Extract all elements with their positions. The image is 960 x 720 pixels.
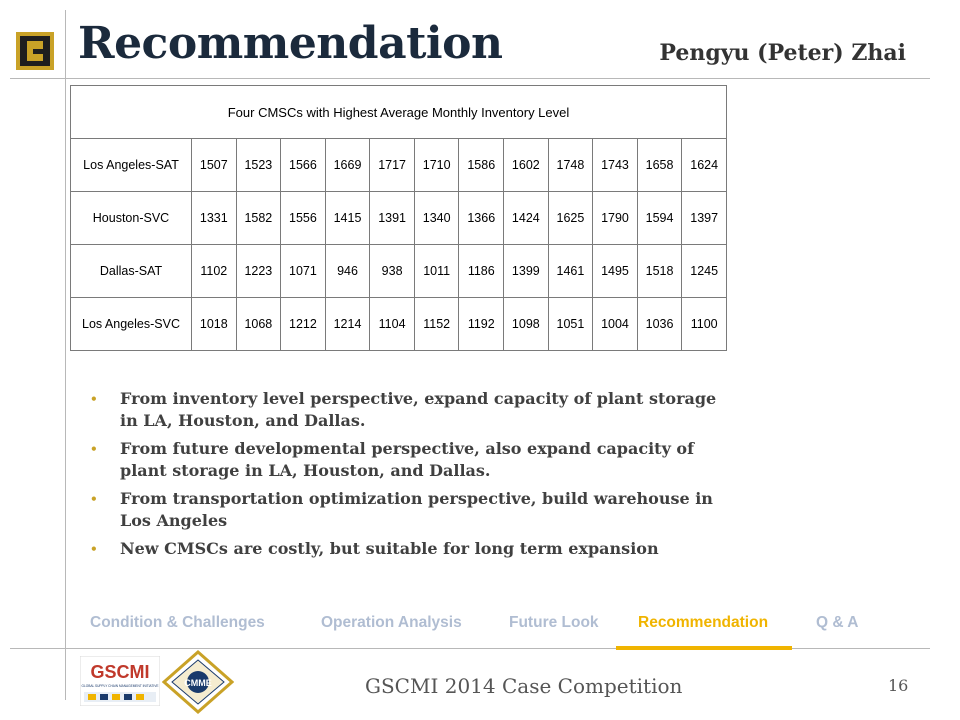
table-cell: 946 bbox=[325, 245, 370, 298]
nav-item-qa[interactable]: Q & A bbox=[816, 614, 859, 631]
table-cell: 1624 bbox=[682, 139, 727, 192]
table-cell: 1397 bbox=[682, 192, 727, 245]
table-row bbox=[71, 192, 727, 245]
table-cell: 1586 bbox=[459, 139, 504, 192]
header-rule bbox=[10, 78, 930, 79]
nav-item-future-look[interactable]: Future Look bbox=[509, 614, 599, 631]
bullet-item bbox=[90, 438, 730, 482]
table-cell: 1391 bbox=[370, 192, 415, 245]
table-cell: 1602 bbox=[504, 139, 549, 192]
table-cell: 1071 bbox=[281, 245, 326, 298]
nav-item-recommendation[interactable]: Recommendation bbox=[638, 614, 769, 631]
table-row bbox=[71, 245, 727, 298]
bullet-dot-icon: • bbox=[90, 442, 98, 456]
bullet-item bbox=[90, 388, 730, 432]
table-cell: 1004 bbox=[593, 298, 638, 351]
table-cell: 1186 bbox=[459, 245, 504, 298]
bullet-text: From future developmental perspective, also expand capacity of plant storage in LA, Houston, and Dallas. bbox=[120, 439, 694, 480]
row-label: Los Angeles-SAT bbox=[71, 139, 192, 192]
table-cell: 1331 bbox=[192, 192, 237, 245]
table-cell: 938 bbox=[370, 245, 415, 298]
table-cell: 1212 bbox=[281, 298, 326, 351]
table-cell: 1566 bbox=[281, 139, 326, 192]
nav-item-conditions[interactable]: Condition & Challenges bbox=[90, 614, 265, 631]
table-cell: 1669 bbox=[325, 139, 370, 192]
table-cell: 1495 bbox=[593, 245, 638, 298]
page-number: 16 bbox=[888, 676, 909, 695]
table-cell: 1366 bbox=[459, 192, 504, 245]
footer-text: GSCMI 2014 Case Competition bbox=[365, 674, 683, 698]
table-row bbox=[71, 139, 727, 192]
bullet-text: New CMSCs are costly, but suitable for long term expansion bbox=[120, 539, 659, 558]
row-label: Dallas-SAT bbox=[71, 245, 192, 298]
table-row bbox=[71, 298, 727, 351]
table-cell: 1461 bbox=[548, 245, 593, 298]
table-cell: 1051 bbox=[548, 298, 593, 351]
bullet-dot-icon: • bbox=[90, 542, 98, 556]
bullet-item bbox=[90, 538, 730, 560]
cmme-logo bbox=[162, 650, 234, 714]
table-cell: 1710 bbox=[414, 139, 459, 192]
table-cell: 1036 bbox=[637, 298, 682, 351]
table-cell: 1068 bbox=[236, 298, 281, 351]
table-cell: 1152 bbox=[414, 298, 459, 351]
table-cell: 1556 bbox=[281, 192, 326, 245]
row-label: Houston-SVC bbox=[71, 192, 192, 245]
table-cell: 1507 bbox=[192, 139, 237, 192]
bullet-item bbox=[90, 488, 730, 532]
bullet-dot-icon: • bbox=[90, 392, 98, 406]
bullet-list bbox=[90, 388, 730, 566]
table-cell: 1102 bbox=[192, 245, 237, 298]
inventory-table bbox=[70, 85, 727, 351]
vertical-rule bbox=[65, 10, 66, 700]
table-cell: 1415 bbox=[325, 192, 370, 245]
table-cell: 1214 bbox=[325, 298, 370, 351]
slide-title: Recommendation bbox=[78, 18, 503, 69]
table-cell: 1748 bbox=[548, 139, 593, 192]
table-cell: 1518 bbox=[637, 245, 682, 298]
author-name: Pengyu (Peter) Zhai bbox=[659, 40, 906, 66]
table-cell: 1018 bbox=[192, 298, 237, 351]
gscmi-logo-text: GSCMI bbox=[90, 662, 150, 682]
table-cell: 1011 bbox=[414, 245, 459, 298]
row-label: Los Angeles-SVC bbox=[71, 298, 192, 351]
table-cell: 1717 bbox=[370, 139, 415, 192]
table-cell: 1594 bbox=[637, 192, 682, 245]
table-cell: 1658 bbox=[637, 139, 682, 192]
table-cell: 1223 bbox=[236, 245, 281, 298]
nav-item-operation-analysis[interactable]: Operation Analysis bbox=[321, 614, 462, 631]
k-logo-icon bbox=[16, 32, 54, 70]
footer-rule bbox=[10, 648, 930, 649]
table-cell: 1245 bbox=[682, 245, 727, 298]
table-cell: 1399 bbox=[504, 245, 549, 298]
table-cell: 1100 bbox=[682, 298, 727, 351]
gscmi-logo-subtext: GLOBAL SUPPLY CHAIN MANAGEMENT INITIATIVE bbox=[81, 684, 159, 688]
table-caption: Four CMSCs with Highest Average Monthly Inventory Level bbox=[71, 86, 727, 139]
table-cell: 1424 bbox=[504, 192, 549, 245]
table-cell: 1743 bbox=[593, 139, 638, 192]
table-cell: 1192 bbox=[459, 298, 504, 351]
bullet-text: From inventory level perspective, expand capacity of plant storage in LA, Houston, and Dallas. bbox=[120, 389, 717, 430]
table-cell: 1104 bbox=[370, 298, 415, 351]
table-cell: 1582 bbox=[236, 192, 281, 245]
active-nav-underline bbox=[616, 646, 792, 650]
cmme-logo-text: CMME bbox=[184, 678, 212, 688]
table-cell: 1523 bbox=[236, 139, 281, 192]
bullet-dot-icon: • bbox=[90, 492, 98, 506]
bullet-text: From transportation optimization perspective, build warehouse in Los Angeles bbox=[120, 489, 713, 530]
table-cell: 1790 bbox=[593, 192, 638, 245]
gscmi-logo bbox=[80, 656, 160, 706]
table-cell: 1625 bbox=[548, 192, 593, 245]
table-cell: 1340 bbox=[414, 192, 459, 245]
table-cell: 1098 bbox=[504, 298, 549, 351]
